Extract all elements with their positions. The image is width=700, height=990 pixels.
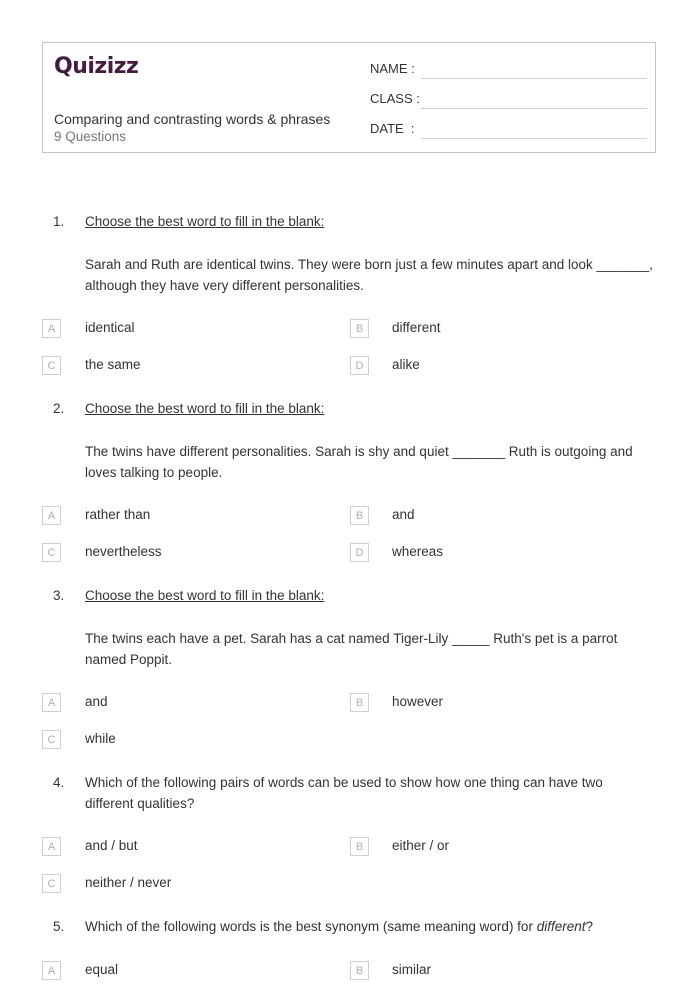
question-number: 4. <box>53 775 65 790</box>
option-text: equal <box>85 962 119 977</box>
option-badge: C <box>42 730 61 749</box>
option-text: either / or <box>392 838 450 853</box>
option-text: however <box>392 694 444 709</box>
question-number: 5. <box>53 919 65 934</box>
option-text: whereas <box>392 544 444 559</box>
question-number: 3. <box>53 588 65 603</box>
option-badge: A <box>42 693 61 712</box>
option-text: the same <box>85 357 141 372</box>
question-prompt: Choose the best word to fill in the blank: <box>85 588 325 603</box>
question-number: 1. <box>53 214 65 229</box>
prompt-end: ? <box>585 919 593 934</box>
quizizz-logo: Quizizz <box>54 54 139 79</box>
option-badge: A <box>42 319 61 338</box>
class-label: CLASS : <box>370 91 420 106</box>
option-text: nevertheless <box>85 544 162 559</box>
question-body: The twins each have a pet. Sarah has a cat named Tiger-Lily _____ Ruth's pet is a parrot named Poppit. <box>85 631 618 667</box>
option-text: neither / never <box>85 875 172 890</box>
option-text: different <box>392 320 441 335</box>
worksheet-title: Comparing and contrasting words & phrases <box>54 111 331 127</box>
option-text: alike <box>392 357 420 372</box>
prompt-text: Which of the following words is the best synonym (same meaning word) for <box>85 919 537 934</box>
worksheet-header <box>42 42 656 153</box>
question-body: Sarah and Ruth are identical twins. They were born just a few minutes apart and look _______, although they have very different personalities. <box>85 257 653 293</box>
option-badge: A <box>42 506 61 525</box>
option-badge: D <box>350 543 369 562</box>
option-text: and <box>392 507 415 522</box>
option-text: similar <box>392 962 431 977</box>
question-prompt: Which of the following pairs of words can be used to show how one thing can have two different qualities? <box>85 775 603 811</box>
option-text: and / but <box>85 838 138 853</box>
question-prompt: Choose the best word to fill in the blank: <box>85 401 325 416</box>
prompt-emphasis: different <box>536 919 586 934</box>
question-number: 2. <box>53 401 65 416</box>
class-line <box>421 108 647 109</box>
option-text: identical <box>85 320 135 335</box>
question-prompt: Choose the best word to fill in the blank: <box>85 214 325 229</box>
option-badge: C <box>42 356 61 375</box>
option-badge: B <box>350 506 369 525</box>
name-label: NAME : <box>370 61 415 76</box>
option-badge: A <box>42 961 61 980</box>
option-badge: C <box>42 543 61 562</box>
option-badge: C <box>42 874 61 893</box>
question-prompt <box>85 916 655 937</box>
question-body: The twins have different personalities. Sarah is shy and quiet _______ Ruth is outgoing and loves talking to people. <box>85 444 633 480</box>
option-badge: B <box>350 693 369 712</box>
option-badge: A <box>42 837 61 856</box>
option-text: rather than <box>85 507 151 522</box>
option-text: and <box>85 694 108 709</box>
option-badge: D <box>350 356 369 375</box>
option-text: while <box>85 731 116 746</box>
option-badge: B <box>350 837 369 856</box>
option-badge: B <box>350 319 369 338</box>
question-count: 9 Questions <box>54 129 127 144</box>
date-line <box>421 138 647 139</box>
date-label: DATE : <box>370 121 415 136</box>
name-line <box>421 78 647 79</box>
option-badge: B <box>350 961 369 980</box>
